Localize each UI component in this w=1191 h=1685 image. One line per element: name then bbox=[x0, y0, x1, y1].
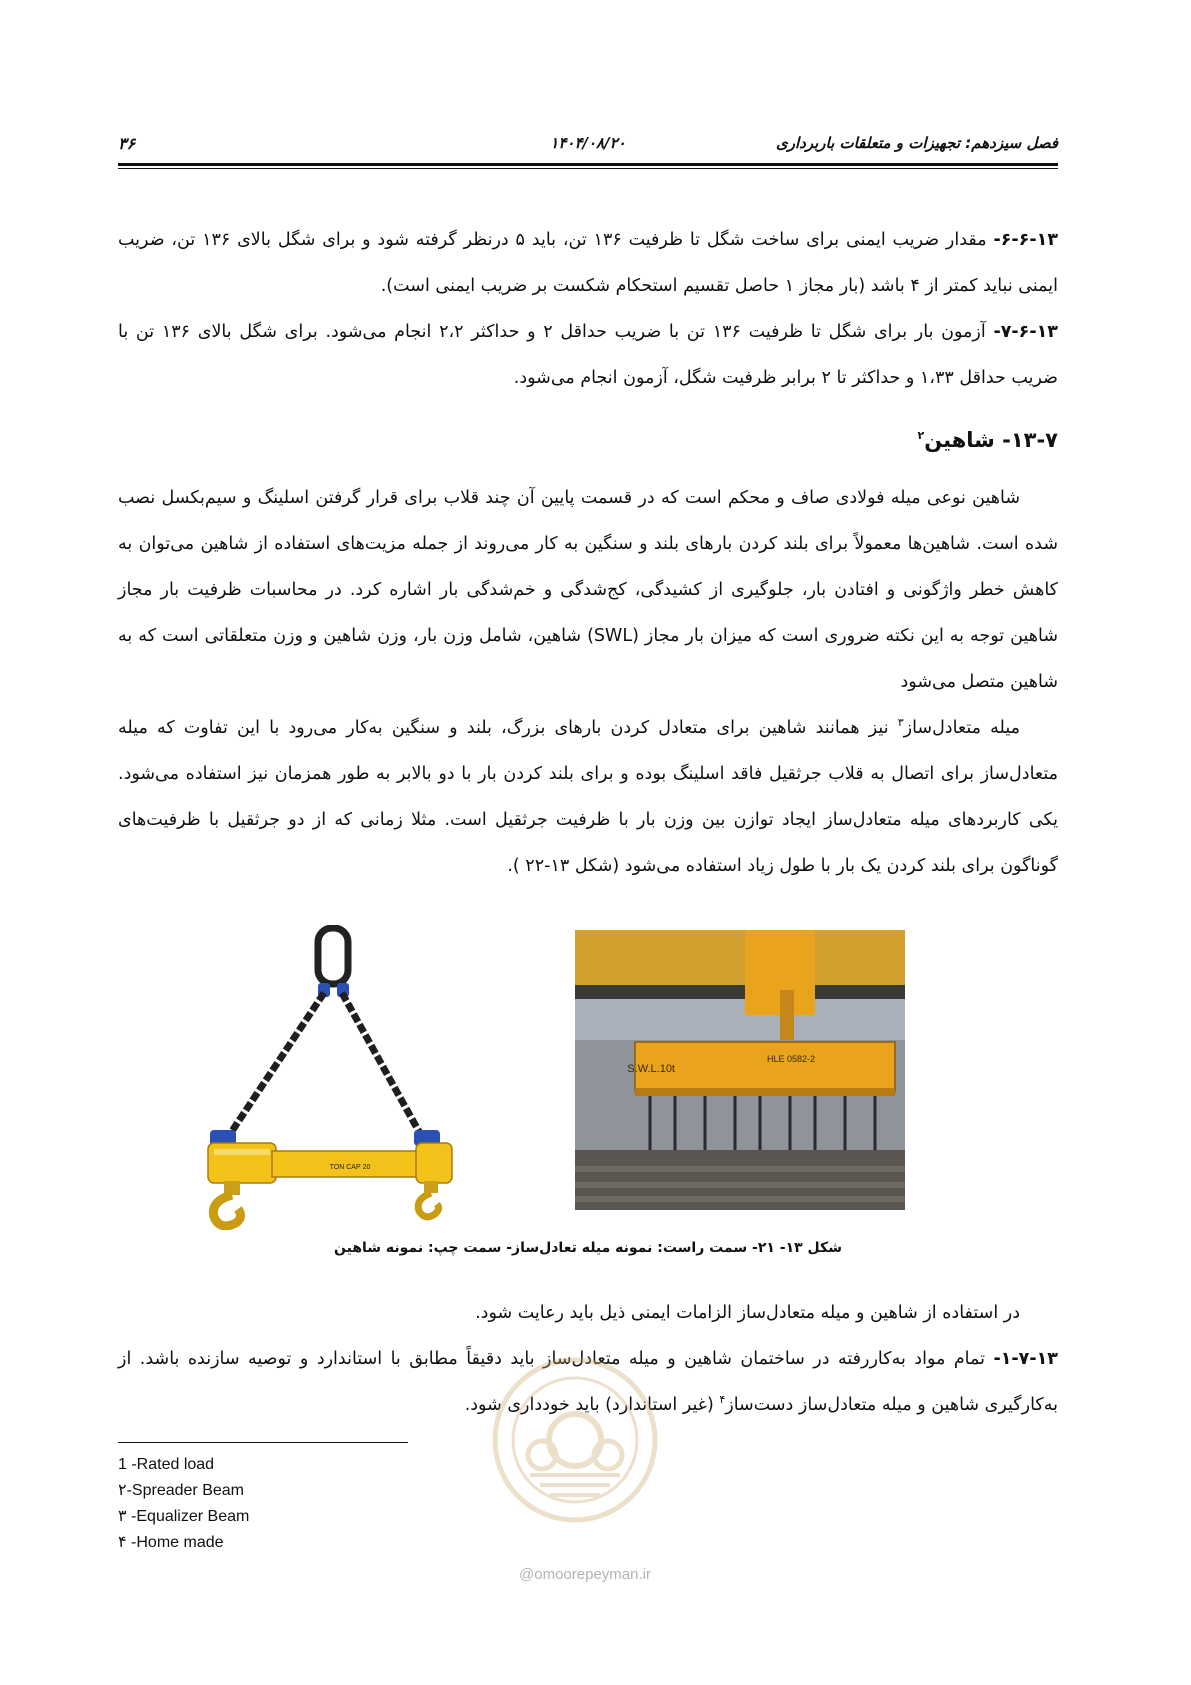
paragraph-equalizer bbox=[118, 705, 1058, 889]
paragraph-spreader: شاهین نوعی میله فولادی صاف و محکم است که در قسمت پایین آن چند قلاب برای قرار گرفتن اسلینگ و سیم‌بکسل نصب شده است. شاهین‌ها معمولاً برای بلند کردن بارهای بلند و سنگین به کار می‌روند از جمله مزیت‌های استفاده از شاهین می‌توان به کاهش خطر واژگونی و افتادن بار، جلوگیری از کشیدگی، کج‌شدگی و خم‌شدگی بار اشاره کرد. در محاسبات ظرفیت بار مجاز شاهین توجه به این نکته ضروری است که میزان بار مجاز (SWL) شاهین، شامل وزن بار، وزن شاهین و وزن متعلقاتی است که به شاهین متصل می‌شود bbox=[118, 488, 1058, 692]
footnote-item: 1 -Rated load bbox=[118, 1456, 215, 1473]
equalizer-lead: میله متعادل‌ساز bbox=[903, 718, 1020, 738]
footnotes bbox=[118, 1452, 518, 1556]
footnote-item: ۳ -Equalizer Beam bbox=[118, 1508, 250, 1525]
figure-caption: شکل ۱۳- ۲۱- سمت راست: نمونه میله تعادل‌ساز- سمت چپ: نمونه شاهین bbox=[334, 1240, 842, 1256]
header-rule-thick bbox=[118, 163, 1058, 166]
chapter-title: فصل سیزدهم: تجهیزات و متعلقات باربرداری bbox=[775, 134, 1058, 152]
clause-text-a: تمام مواد به‌کاررفته در ساختمان شاهین و میله متعادل‌ساز باید دقیقاً مطابق با استاندارد و توصیه سازنده باشد. از به‌کارگیری شاهین و میله متعادل‌ساز دست‌ساز bbox=[118, 1349, 1058, 1415]
section-title: ۱۳-۷- شاهین bbox=[924, 428, 1058, 452]
body-text bbox=[118, 217, 1058, 889]
section-heading bbox=[118, 415, 1058, 465]
clause-text: مقدار ضریب ایمنی برای ساخت شگل تا ظرفیت ۱۳۶ تن، باید ۵ درنظر گرفته شود و برای شگل بالای ۱۳۶ تن، ضریب ایمنی نباید کمتر از ۴ باشد (بار مجاز ۱ حاصل تقسیم استحکام شکست بر ضریب ایمنی است). bbox=[118, 230, 1058, 296]
footnote-marker: ۳ bbox=[897, 716, 904, 730]
clause-number: ۱-۷-۱۳- bbox=[993, 1349, 1058, 1369]
equalizer-beam-photo bbox=[575, 930, 905, 1210]
footnote-item: ۲-Spreader Beam bbox=[118, 1482, 244, 1499]
beam-capacity-label: 20 TON CAP bbox=[329, 1164, 371, 1171]
clause-number: ۶-۶-۱۳- bbox=[993, 230, 1059, 250]
header-rule-thin bbox=[118, 168, 1058, 169]
clause-text-b: (غیر استاندارد) باید خودداری شود. bbox=[464, 1395, 720, 1415]
spreader-beam-drawing bbox=[190, 925, 490, 1230]
footnote-marker: ۲ bbox=[917, 429, 925, 442]
photo-swl-label: S.W.L.10t bbox=[627, 1063, 675, 1075]
paragraph-6-7 bbox=[118, 309, 1058, 401]
page-number: ۳۶ bbox=[118, 134, 136, 153]
paragraph-safety-intro: در استفاده از شاهین و میله متعادل‌ساز الزامات ایمنی ذیل باید رعایت شود. bbox=[475, 1303, 1020, 1323]
page-header bbox=[118, 134, 1058, 158]
clause-text: آزمون بار برای شگل تا ظرفیت ۱۳۶ تن با ضریب حداقل ۲ و حداکثر ۲،۲ انجام می‌شود. برای شگل بالای ۱۳۶ تن با ضریب حداقل ۱،۳۳ و حداکثر تا ۲ برابر ظرفیت شگل، آزمون انجام می‌شود. bbox=[118, 322, 1058, 388]
equalizer-beam-drawing bbox=[575, 930, 905, 1210]
footnote-item: ۴ -Home made bbox=[118, 1534, 224, 1551]
paragraph-6-6 bbox=[118, 217, 1058, 309]
equalizer-text: نیز همانند شاهین برای متعادل کردن بارهای بزرگ، بلند و سنگین به‌کار می‌رود با این تفاوت که میله متعادل‌ساز برای اتصال به قلاب جرثقیل فاقد اسلینگ بوده و برای بلند کردن بار با دو بالابر به طور همزمان نیز استفاده می‌شود. یکی کاربردهای میله متعادل‌ساز ایجاد توازن بین وزن بار با ظرفیت جرثقیل است. مثلا زمانی که از دو جرثقیل با ظرفیت‌های گوناگون برای بلند کردن یک بار با طول زیاد استفاده می‌شود (شکل ۱۳-۲۲ ). bbox=[118, 718, 1058, 876]
clause-number: ۷-۶-۱۳- bbox=[993, 322, 1058, 342]
spreader-beam-image bbox=[190, 925, 490, 1230]
photo-hle-label: HLE 0582-2 bbox=[766, 1054, 815, 1064]
footnote-marker: ۴ bbox=[719, 1393, 726, 1407]
header-date: ۱۴۰۴/۰۸/۲۰ bbox=[550, 134, 626, 152]
footnote-rule bbox=[118, 1442, 408, 1443]
watermark-text: @omoorepeyman.ir bbox=[519, 1566, 651, 1583]
